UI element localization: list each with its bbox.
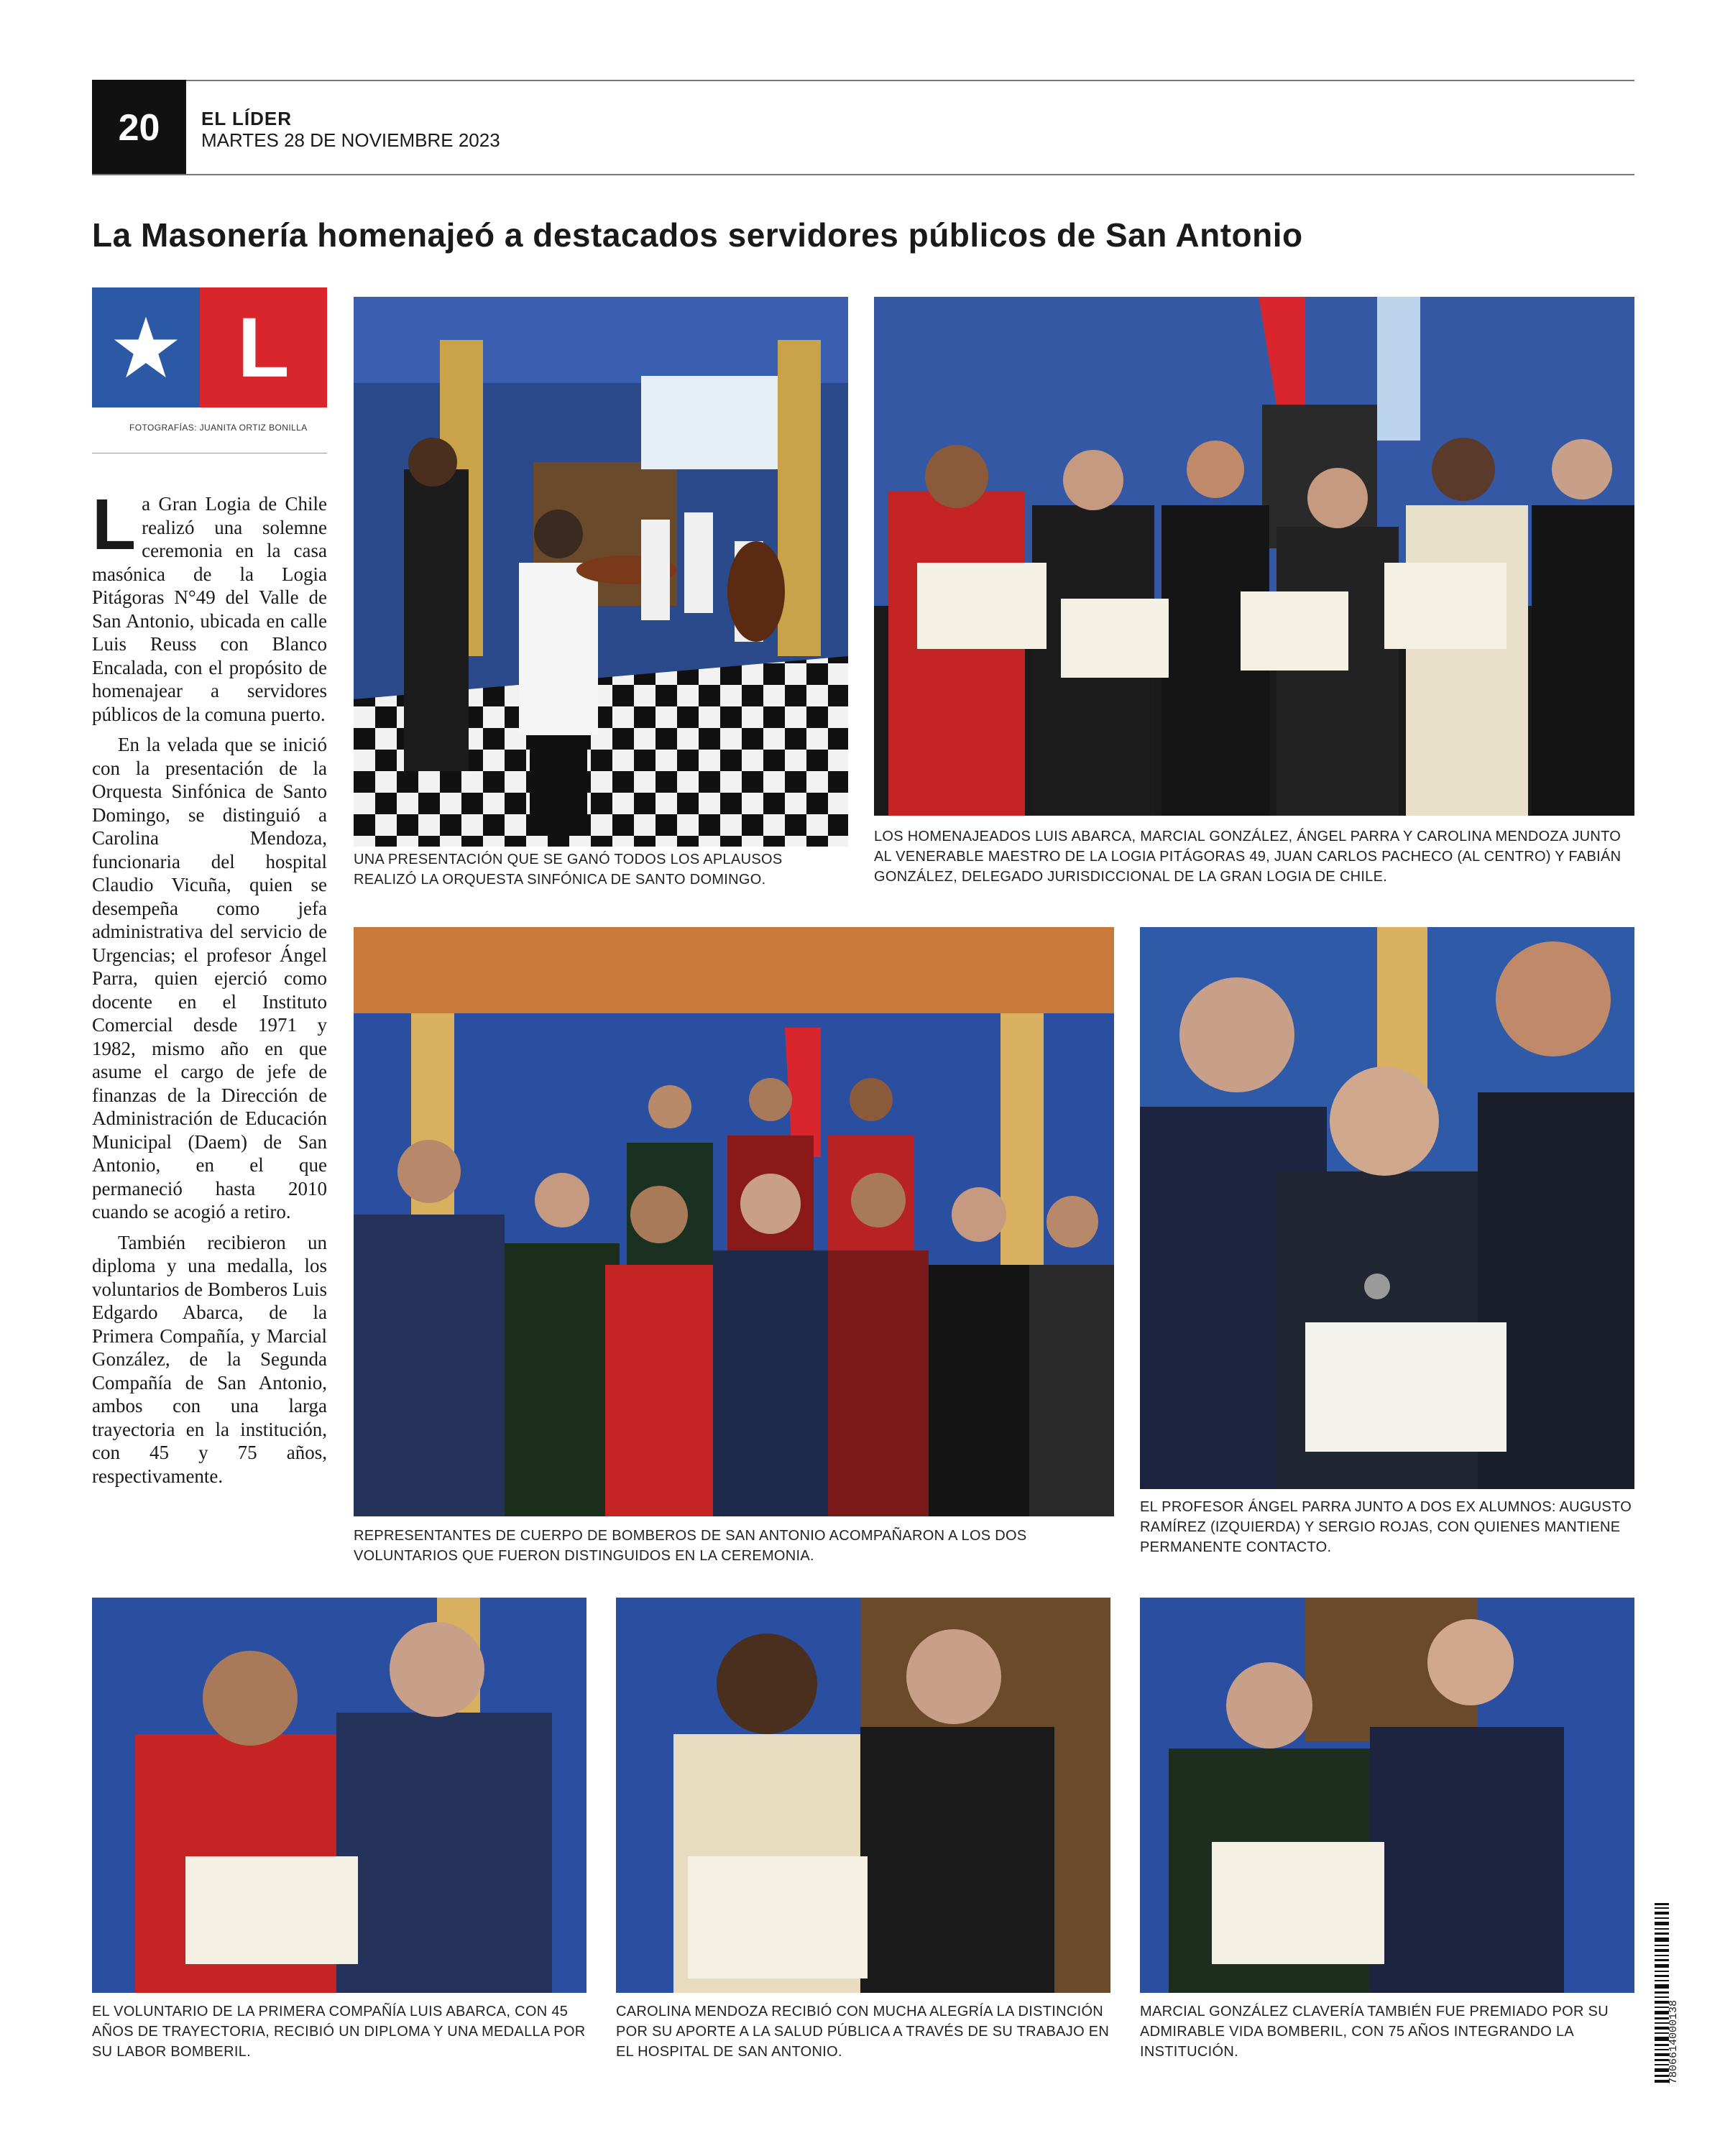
caption-firefighters: REPRESENTANTES DE CUERPO DE BOMBEROS DE SAN ANTONIO ACOMPAÑARON A LOS DOS VOLUNTARIOS QUE FUERON DISTINGUIDOS EN LA CEREMONIA. [354, 1528, 1027, 1564]
photo-gonzalez [1140, 1598, 1634, 1993]
photo-credit: FOTOGRAFÍAS: JUANITA ORTIZ BONILLA [129, 423, 308, 433]
caption-gonzalez: MARCIAL GONZÁLEZ CLAVERÍA TAMBIÉN FUE PREMIADO POR SU ADMIRABLE VIDA BOMBERIL, CON 75 AÑOS INTEGRANDO LA INSTITUCIÓN. [1140, 2004, 1609, 2060]
photo-abarca [92, 1598, 586, 1993]
newspaper-name: EL LÍDER [201, 108, 292, 129]
photo-honorees [874, 297, 1634, 816]
paragraph-1-text: a Gran Logia de Chile realizó una solemne ceremonia en la casa masónica de la Logia Pitágoras N°49 del Valle de San Antonio, ubicada en calle Luis Reuss con Blanco Encalada, con el propósito de homenajear a servidores públicos de la comuna puerto. [92, 493, 327, 725]
caption-parra: EL PROFESOR ÁNGEL PARRA JUNTO A DOS EX ALUMNOS: AUGUSTO RAMÍREZ (IZQUIERDA) Y SERGIO ROJAS, CON QUIENES MANTIENE PERMANENTE CONTACTO. [1140, 1499, 1632, 1555]
article-body [92, 484, 327, 1495]
photo-parra [1140, 927, 1634, 1489]
photo-mendoza [616, 1598, 1110, 1993]
headline: La Masonería homenajeó a destacados servidores públicos de San Antonio [92, 216, 1303, 254]
paragraph-2: En la velada que se inició con la presentación de la Orquesta Sinfónica de Santo Domingo, se distinguió a Carolina Mendoza, funcionaria del hospital Claudio Vicuña, quien se desempeña como jefa administrativa del servicio de Urgencias; el profesor Ángel Parra, quien ejerció como docente en el Instituto Comercial desde 1971 y 1982, mismo año en que asume el cargo de jefe de finanzas de la Dirección de Administración de Educación Municipal (Daem) de San Antonio, en el que permaneció hasta 2010 cuando se acogió a retiro. [92, 734, 327, 1222]
issue-date: MARTES 28 DE NOVIEMBRE 2023 [201, 129, 500, 151]
barcode-digits: 7806614000138 [1668, 1999, 1680, 2084]
section-logo [92, 287, 327, 407]
page-number: 20 [92, 80, 186, 175]
header-bottom-rule [92, 174, 1634, 175]
photo-firefighters [354, 927, 1114, 1516]
logo-letter: L [200, 287, 327, 407]
photo-orchestra [354, 297, 848, 847]
header-top-rule [92, 80, 1634, 81]
caption-mendoza: CAROLINA MENDOZA RECIBIÓ CON MUCHA ALEGRÍA LA DISTINCIÓN POR SU APORTE A LA SALUD PÚBLICA A TRAVÉS DE SU TRABAJO EN EL HOSPITAL DE SAN ANTONIO. [616, 2004, 1110, 2060]
caption-honorees: LOS HOMENAJEADOS LUIS ABARCA, MARCIAL GONZÁLEZ, ÁNGEL PARRA Y CAROLINA MENDOZA JUNTO AL VENERABLE MAESTRO DE LA LOGIA PITÁGORAS 49, JUAN CARLOS PACHECO (AL CENTRO) Y FABIÁN GONZÁLEZ, DELEGADO JURISDICCIONAL DE LA GRAN LOGIA DE CHILE. [874, 829, 1622, 885]
drop-cap: L [92, 484, 137, 565]
paragraph-3: También recibieron un diploma y una medalla, los voluntarios de Bomberos Luis Edgardo Abarca, de la Primera Compañía, y Marcial González, de la Segunda Compañía de San Antonio, ambos con una larga trayectoria en la institución, con 45 y 75 años, respectivamente. [92, 1231, 327, 1487]
caption-abarca: EL VOLUNTARIO DE LA PRIMERA COMPAÑÍA LUIS ABARCA, CON 45 AÑOS DE TRAYECTORIA, RECIBIÓ UN DIPLOMA Y UNA MEDALLA POR SU LABOR BOMBERIL. [92, 2004, 586, 2060]
caption-orchestra: UNA PRESENTACIÓN QUE SE GANÓ TODOS LOS APLAUSOS REALIZÓ LA ORQUESTA SINFÓNICA DE SANTO DOMINGO. [354, 852, 783, 888]
paragraph-1 [92, 484, 327, 726]
star-icon [92, 287, 200, 407]
